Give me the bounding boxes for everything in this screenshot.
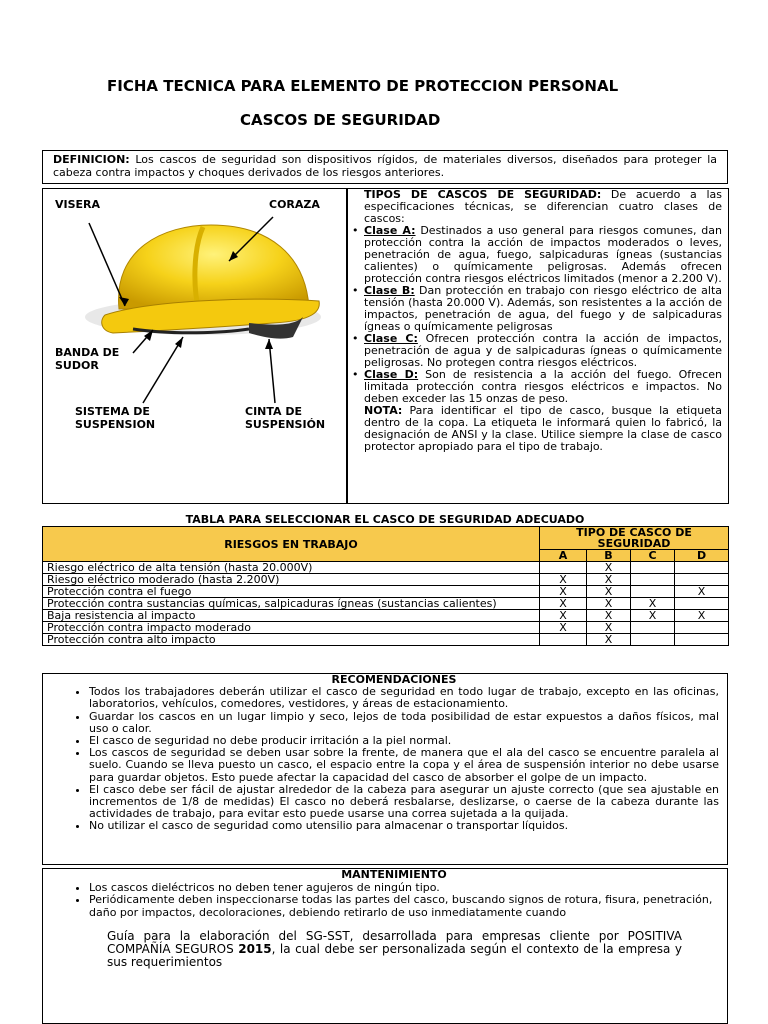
mark-cell: X <box>587 610 631 622</box>
class-a-text: Destinados a uso general para riesgos comunes, dan protección contra la acción de impactos moderados o leves, penetración de agua, fuego, salpicaduras ígneas (sustancias calientes) o químicamente peligrosas. Además ofrecen protección contra riesgos eléctricos limitados (menor a 2.200 V). <box>364 224 722 285</box>
mark-cell: X <box>587 574 631 586</box>
list-item: • Periódicamente deben inspeccionarse todas las partes del casco, buscando signos de rotura, fisura, penetración, daño por impactos, decoloraciones, debiendo retirarlo de uso inmediatamente cuando <box>89 894 719 919</box>
class-c-label: Clase C: <box>364 332 418 345</box>
risk-cell: Protección contra alto impacto <box>43 634 540 646</box>
guide-text-after: , la cual debe ser personalizada según el contexto de la empresa y sus requerimientos <box>107 942 682 969</box>
mark-cell: X <box>675 610 729 622</box>
mark-cell: X <box>540 610 587 622</box>
mark-cell <box>540 634 587 646</box>
guide-year: 2015 <box>238 942 272 956</box>
list-item: • Los cascos de seguridad se deben usar sobre la frente, de manera que el ala del casco se encuentre paralela al suelo. Cuando se lleva puesto un casco, el espacio entre la copa y el área de suspensión interior no debe usarse para guardar objetos. Esto puede afectar la capacidad del casco de absorber el golpe de un impacto. <box>89 747 719 784</box>
class-b-text: Dan protección en trabajo con riesgo eléctrico de alta tensión (hasta 20.000 V). Además, son resistentes a la acción de impactos, penetración de agua, del fuego y de salpicaduras ígneas o químicamente peligrosas <box>364 284 722 333</box>
types-intro: De acuerdo a las especificaciones técnicas, se diferencian cuatro clases de cascos: <box>364 188 722 225</box>
definition-text: Los cascos de seguridad son dispositivos rígidos, de materiales diversos, diseñados para proteger la cabeza contra impactos y choques derivados de los riesgos anteriores. <box>53 153 717 179</box>
types-heading: TIPOS DE CASCOS DE SEGURIDAD: <box>364 188 602 201</box>
recommendations-box <box>42 673 728 865</box>
table-row <box>43 562 729 574</box>
label-coraza: CORAZA <box>269 198 320 211</box>
risk-cell: Baja resistencia al impacto <box>43 610 540 622</box>
class-d-text: Son de resistencia a la acción del fuego. Ofrecen limitada protección contra riesgos eléctricos e impactos. No deben exceder las 15 onzas de peso. <box>364 368 722 405</box>
mark-cell <box>675 562 729 574</box>
helmet-selection-table <box>42 526 729 646</box>
label-visera: VISERA <box>55 198 101 211</box>
list-item: • El casco de seguridad no debe producir irritación a la piel normal. <box>89 735 719 747</box>
mark-cell: X <box>631 610 675 622</box>
class-d-label: Clase D: <box>364 368 419 381</box>
mark-cell <box>631 562 675 574</box>
col-header-a: A <box>540 550 587 562</box>
mark-cell <box>631 634 675 646</box>
guide-text-before: Guía para la elaboración del SG-SST, desarrollada para empresas cliente por POSITIVA COMPAÑÍA SEGUROS <box>107 929 682 956</box>
helmet-illustration <box>43 189 346 503</box>
mark-cell <box>631 574 675 586</box>
list-item: • No utilizar el casco de seguridad como utensilio para almacenar o transportar líquidos. <box>89 820 719 832</box>
mark-cell <box>631 622 675 634</box>
mark-cell: X <box>540 586 587 598</box>
risk-cell: Riesgo eléctrico moderado (hasta 2.200V) <box>43 574 540 586</box>
mark-cell: X <box>631 598 675 610</box>
risk-cell: Riesgo eléctrico de alta tensión (hasta 20.000V) <box>43 562 540 574</box>
mark-cell: X <box>587 634 631 646</box>
mark-cell: X <box>540 574 587 586</box>
risk-cell: Protección contra el fuego <box>43 586 540 598</box>
type-column-header: TIPO DE CASCO DE SEGURIDAD <box>540 527 729 550</box>
class-b-label: Clase B: <box>364 284 415 297</box>
label-cinta-suspension: CINTA DE SUSPENSIÓN <box>245 405 326 431</box>
risk-cell: Protección contra impacto moderado <box>43 622 540 634</box>
mark-cell: X <box>587 598 631 610</box>
definition-box <box>42 150 728 184</box>
helmet-figure <box>42 188 347 504</box>
document-title: FICHA TECNICA PARA ELEMENTO DE PROTECCION PERSONAL <box>107 77 619 95</box>
document-subtitle: CASCOS DE SEGURIDAD <box>240 111 441 129</box>
mark-cell <box>540 562 587 574</box>
table-row <box>43 610 729 622</box>
mark-cell <box>675 622 729 634</box>
col-header-d: D <box>675 550 729 562</box>
risk-cell: Protección contra sustancias químicas, salpicaduras ígneas (sustancias calientes) <box>43 598 540 610</box>
nota-text: Para identificar el tipo de casco, busque la etiqueta dentro de la copa. La etiqueta le informará quien lo fabricó, la designación de ANSI y la clase. Utilice siempre la clase de casco protector apropiado para el tipo de trabajo. <box>364 404 722 453</box>
mark-cell <box>675 574 729 586</box>
mark-cell <box>631 586 675 598</box>
mark-cell: X <box>587 586 631 598</box>
list-item: • Guardar los cascos en un lugar limpio y seco, lejos de toda posibilidad de estar expuestos a daños físicos, mal uso o calor. <box>89 711 719 735</box>
mark-cell: X <box>587 562 631 574</box>
mark-cell: X <box>540 598 587 610</box>
table-caption: TABLA PARA SELECCIONAR EL CASCO DE SEGURIDAD ADECUADO <box>185 513 585 526</box>
maintenance-list <box>69 882 719 920</box>
risk-column-header: RIESGOS EN TRABAJO <box>43 527 540 562</box>
mark-cell: X <box>587 622 631 634</box>
table-row <box>43 598 729 610</box>
class-c-text: Ofrecen protección contra la acción de impactos, penetración de agua y de salpicaduras ígneas o químicamente peligrosas. No protegen contra riesgos eléctricos. <box>364 332 722 369</box>
recommendations-heading: RECOMENDACIONES <box>331 673 457 686</box>
table-row <box>43 622 729 634</box>
mark-cell <box>675 598 729 610</box>
table-row <box>43 634 729 646</box>
label-sistema-suspension: SISTEMA DE SUSPENSION <box>75 405 156 431</box>
mark-cell: X <box>540 622 587 634</box>
mark-cell <box>675 634 729 646</box>
helmet-types-box <box>347 188 729 504</box>
nota-label: NOTA: <box>364 404 403 417</box>
recommendations-list <box>69 686 719 832</box>
list-item: • Todos los trabajadores deberán utilizar el casco de seguridad en todo lugar de trabajo, excepto en las oficinas, laboratorios, vehículos, comedores, vestidores, y áreas de estacionamiento. <box>89 686 719 710</box>
definition-label: DEFINICION: <box>53 153 130 166</box>
maintenance-heading: MANTENIMIENTO <box>341 868 447 881</box>
col-header-c: C <box>631 550 675 562</box>
mark-cell: X <box>675 586 729 598</box>
col-header-b: B <box>587 550 631 562</box>
table-row <box>43 586 729 598</box>
guide-footer-text <box>107 930 682 969</box>
list-item: • Los cascos dieléctricos no deben tener agujeros de ningún tipo. <box>89 882 719 895</box>
class-a-label: Clase A: <box>364 224 416 237</box>
table-row <box>43 574 729 586</box>
label-banda-sudor: BANDA DE SUDOR <box>55 346 120 372</box>
list-item: • El casco debe ser fácil de ajustar alrededor de la cabeza para asegurar un ajuste correcto (que sea ajustable en incrementos de 1/8 de medidas) El casco no deberá resbalarse, deslizarse, o caerse de la cabeza durante las actividades de trabajo, para evitar esto puede usarse una correa sujetada a la quijada. <box>89 784 719 821</box>
